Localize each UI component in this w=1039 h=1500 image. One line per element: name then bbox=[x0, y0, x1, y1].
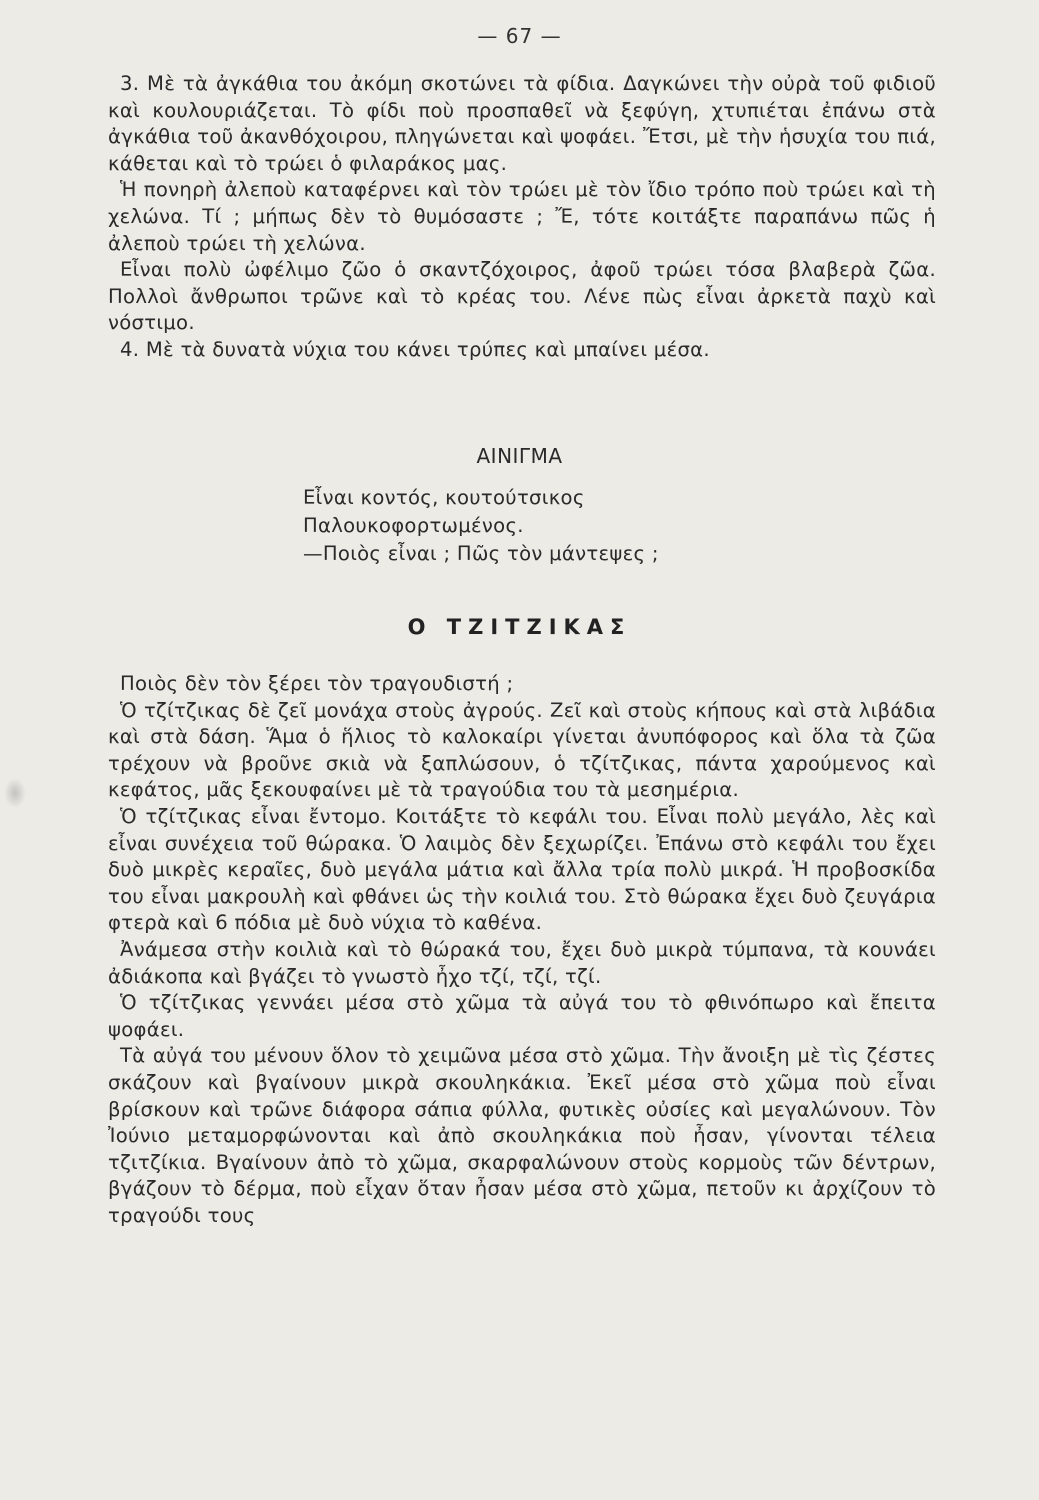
riddle-line: Εἶναι κοντός, κουτούτσικος bbox=[303, 486, 585, 509]
paragraph: Ὁ τζίτζικας γεννάει μέσα στὸ χῶμα τὰ αὐγά του τὸ φθινόπωρο καὶ ἔπειτα ψοφάει. bbox=[108, 991, 936, 1041]
riddle-line: —Ποιὸς εἶναι ; Πῶς τὸν μάντεψες ; bbox=[303, 542, 659, 565]
section-title: Ο ΤΖΙΤΖΙΚΑΣ bbox=[407, 615, 632, 639]
paragraph: Ποιὸς δὲν τὸν ξέρει τὸν τραγουδιστή ; bbox=[120, 672, 514, 695]
riddle-title: ΑΙΝΙΓΜΑ bbox=[476, 444, 563, 468]
paragraph: Εἶναι πολὺ ὠφέλιμο ζῶο ὁ σκαντζόχοιρος, ἀφοῦ τρώει τόσα βλαβερὰ ζῶα. Πολλοὶ ἄνθρωποι τρῶνε καὶ τὸ κρέας του. Λένε πὼς εἶναι ἀρκετὰ παχὺ καὶ νόστιμο. bbox=[108, 258, 936, 335]
riddle-line: Παλουκοφορτωμένος. bbox=[303, 514, 524, 537]
riddle-verse bbox=[303, 484, 659, 568]
top-text-block bbox=[108, 71, 936, 364]
paragraph: Ἀνάμεσα στὴν κοιλιὰ καὶ τὸ θώρακά του, ἔχει δυὸ μικρὰ τύμπανα, τὰ κουνάει ἀδιάκοπα καὶ βγάζει τὸ γνωστὸ ἦχο τζί, τζί, τζί. bbox=[108, 937, 936, 988]
margin-smudge bbox=[4, 778, 26, 808]
paragraph: 4. Μὲ τὰ δυνατὰ νύχια του κάνει τρύπες καὶ μπαίνει μέσα. bbox=[120, 337, 710, 361]
page-number: — 67 — bbox=[477, 24, 562, 48]
paragraph: Τὰ αὐγά του μένουν ὅλον τὸ χειμῶνα μέσα στὸ χῶμα. Τὴν ἄνοιξη μὲ τὶς ζέστες σκάζουν καὶ βγαίνουν μικρὰ σκουληκάκια. Ἐκεῖ μέσα στὸ χῶμα ποὺ εἶναι βρίσκουν καὶ τρῶνε διάφορα σάπια φύλλα, φυτικὲς οὐσίες καὶ μεγαλώνουν. Τὸν Ἰούνιο μεταμορφώνονται καὶ ἀπὸ σκουληκάκια ποὺ ἦσαν, γίνονται τέλεια τζιτζίκια. Βγαίνουν ἀπὸ τὸ χῶμα, σκαρφαλώνουν στοὺς κορμοὺς τῶν δέντρων, βγάζουν τὸ δέρμα, ποὺ εἶχαν ὅταν ἦσαν μέσα στὸ χῶμα, πετοῦν κι ἀρχίζουν τὸ τραγούδι τους bbox=[108, 1044, 936, 1227]
paragraph: 3. Μὲ τὰ ἀγκάθια του ἀκόμη σκοτώνει τὰ φίδια. Δαγκώνει τὴν οὐρὰ τοῦ φιδιοῦ καὶ κουλουριάζεται. Τὸ φίδι ποὺ προσπαθεῖ νὰ ξεφύγη, χτυπιέται ἐπάνω στὰ ἀγκάθια τοῦ ἀκανθόχοιρου, πληγώνεται καὶ ψοφάει. Ἔτσι, μὲ τὴν ἡσυχία του πιά, κάθεται καὶ τὸ τρώει ὁ φιλαράκος μας. bbox=[108, 72, 936, 175]
paragraph: Ὁ τζίτζικας εἶναι ἔντομο. Κοιτάξτε τὸ κεφάλι του. Εἶναι πολὺ μεγάλο, λὲς καὶ εἶναι συνέχεια τοῦ θώρακα. Ὁ λαιμὸς δὲν ξεχωρίζει. Ἐπάνω στὸ κεφάλι του ἔχει δυὸ μικρὲς κεραῖες, δυὸ μεγάλα μάτια καὶ ἄλλα τρία πολὺ μικρά. Ἡ προβοσκίδα του εἶναι μακρουλὴ καὶ φθάνει ὡς τὴν κοιλιά του. Στὸ θώρακα ἔχει δυὸ ζευγάρια φτερὰ καὶ 6 πόδια μὲ δυὸ νύχια τὸ καθένα. bbox=[108, 804, 936, 935]
bottom-text-block bbox=[108, 671, 936, 1229]
paragraph: Ὁ τζίτζικας δὲ ζεῖ μονάχα στοὺς ἀγρούς. Ζεῖ καὶ στοὺς κήπους καὶ στὰ λιβάδια καὶ στὰ δάση. Ἅμα ὁ ἥλιος τὸ καλοκαίρι γίνεται ἀνυπόφορος καὶ ὅλα τὰ ζῶα τρέχουν νὰ βροῦνε σκιὰ νὰ ξαπλώσουν, ὁ τζίτζικας, πάντα χαρούμενος καὶ κεφάτος, μᾶς ξεκουφαίνει μὲ τὰ τραγούδια του τὰ μεσημέρια. bbox=[108, 698, 936, 802]
paragraph: Ἡ πονηρὴ ἀλεποὺ καταφέρνει καὶ τὸν τρώει μὲ τὸν ἴδιο τρόπο ποὺ τρώει καὶ τὴ χελώνα. Τί ; μήπως δὲν τὸ θυμόσαστε ; Ἔ, τότε κοιτάξτε παραπάνω πῶς ἡ ἀλεποὺ τρώει τὴ χελώνα. bbox=[108, 178, 936, 255]
